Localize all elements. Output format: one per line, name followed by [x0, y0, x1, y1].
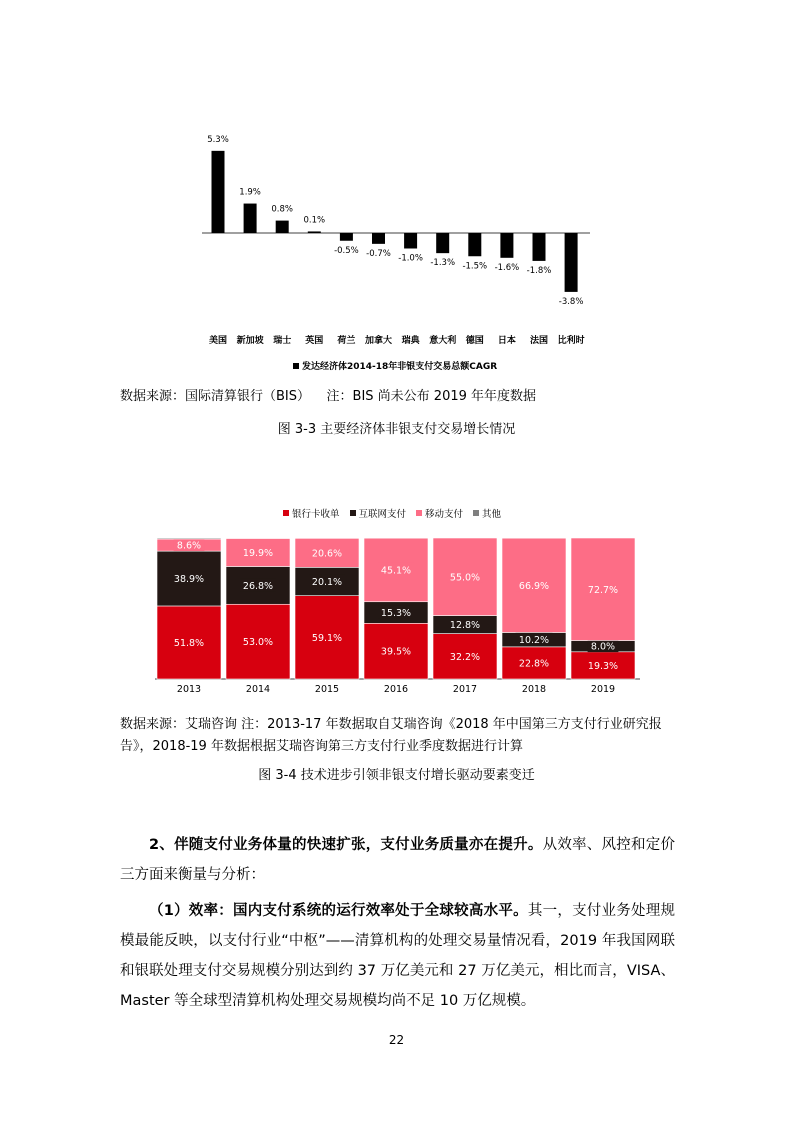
- data-label: 1.9%: [239, 187, 261, 198]
- category-label: 新加坡: [236, 336, 264, 346]
- data-label: -1.3%: [430, 258, 456, 269]
- legend-swatch: [293, 363, 299, 369]
- data-label: -1.6%: [494, 262, 520, 273]
- chart-cagr: [0, 0, 793, 380]
- category-label: 2015: [314, 684, 340, 695]
- data-label: 53.0%: [242, 637, 274, 649]
- data-label: 19.9%: [242, 547, 274, 559]
- bar: [565, 233, 578, 292]
- chart-drivers: [0, 520, 793, 700]
- data-label: 51.8%: [173, 637, 205, 649]
- data-label: -1.0%: [398, 253, 423, 264]
- legend-item-other: [473, 506, 501, 520]
- data-label: -0.5%: [334, 245, 359, 256]
- paragraph-quality: [120, 830, 675, 890]
- data-label: 32.2%: [449, 651, 481, 663]
- paragraph-text: 从效率、风控和定价三方面来衡量与分析：: [120, 837, 675, 883]
- chart-drivers-source: 数据来源：艾瑞咨询 注：2013-17 年数据取自艾瑞咨询《2018 年中国第三方支付行业研究报告》，2018-19 年数据根据艾瑞咨询第三方支付行业季度数据进行计算: [120, 717, 662, 754]
- figure-3-4-caption: 图 3-4 技术进步引领非银支付增长驱动要素变迁: [258, 768, 535, 783]
- data-label: -0.7%: [366, 248, 391, 259]
- data-label: 45.1%: [380, 565, 412, 577]
- legend-label: 互联网支付: [358, 509, 407, 520]
- legend-label: 发达经济体2014-18年非银支付交易总额CAGR: [302, 362, 498, 372]
- category-label: 瑞士: [273, 336, 292, 346]
- category-label: 荷兰: [337, 336, 356, 346]
- legend-label: 移动支付: [425, 509, 464, 520]
- legend-item-mobile: [416, 506, 463, 520]
- category-label: 日本: [497, 336, 516, 346]
- figure-3-3-caption: 图 3-3 主要经济体非银支付交易增长情况: [277, 422, 516, 437]
- data-label: 39.5%: [380, 646, 412, 658]
- page-number: 22: [388, 1033, 405, 1047]
- paragraph-text: 其一，支付业务处理规模最能反映，以支付行业“中枢”——清算机构的处理交易量情况看，2019 年我国网联和银联处理支付交易规模分别达到约 37 万亿美元和 27 万亿美元，相比而言，VISA、Master 等全球型清算机构处理交易规模均尚不足 10 万亿规模。: [120, 903, 676, 1009]
- chart-drivers-legend: [283, 506, 501, 520]
- paragraph-heading: 2、伴随支付业务体量的快速扩张，支付业务质量亦在提升。: [149, 837, 543, 853]
- data-label: 66.9%: [518, 580, 550, 592]
- bar: [340, 233, 353, 241]
- data-label: 0.1%: [303, 215, 326, 226]
- bar: [404, 233, 417, 249]
- data-label: -1.5%: [462, 261, 488, 272]
- legend-swatch: [473, 510, 479, 516]
- paragraph-efficiency: [120, 896, 675, 1016]
- category-label: 比利时: [557, 336, 585, 346]
- category-label: 2014: [245, 684, 271, 695]
- data-label: 22.8%: [518, 658, 550, 670]
- bar: [436, 233, 449, 253]
- category-label: 2013: [176, 684, 202, 695]
- category-label: 德国: [465, 336, 484, 346]
- data-label: -1.8%: [526, 265, 552, 276]
- category-label: 2019: [590, 684, 616, 695]
- bar: [468, 233, 481, 256]
- legend-swatch: [283, 510, 289, 516]
- legend-label: 其他: [482, 509, 502, 520]
- chart-cagr-source: 数据来源：国际清算银行（BIS） 注：BIS 尚未公布 2019 年年度数据: [120, 389, 537, 404]
- data-label: 8.6%: [176, 540, 202, 552]
- legend-item-bankcard: [283, 506, 340, 520]
- data-label: 10.2%: [518, 635, 550, 647]
- data-label: 59.1%: [311, 632, 343, 644]
- category-label: 加拿大: [364, 336, 393, 346]
- data-label: 5.3%: [207, 134, 229, 145]
- bar-segment: [157, 538, 221, 539]
- category-label: 2017: [452, 684, 478, 695]
- bar: [500, 233, 513, 258]
- data-label: 15.3%: [380, 608, 412, 620]
- category-label: 英国: [305, 336, 324, 346]
- bar: [533, 233, 546, 261]
- category-label: 2018: [521, 684, 547, 695]
- paragraph-heading: （1）效率：国内支付系统的运行效率处于全球较高水平。: [149, 903, 528, 919]
- category-label: 瑞典: [401, 336, 420, 346]
- data-label: 55.0%: [449, 572, 481, 584]
- data-label: 20.1%: [311, 576, 343, 588]
- data-label: 20.6%: [311, 548, 343, 560]
- data-label: 12.8%: [449, 620, 481, 632]
- legend-swatch: [416, 510, 422, 516]
- category-label: 法国: [529, 336, 549, 346]
- bar: [276, 221, 289, 233]
- data-label: 19.3%: [587, 660, 619, 672]
- data-label: 0.8%: [271, 204, 294, 215]
- category-label: 意大利: [429, 336, 457, 346]
- legend-label: 银行卡收单: [292, 509, 340, 520]
- legend-item-internet: [350, 506, 407, 520]
- legend-swatch: [350, 510, 356, 516]
- data-label: 8.0%: [590, 641, 616, 653]
- data-label: 38.9%: [173, 574, 205, 586]
- bar: [372, 233, 385, 244]
- category-label: 2016: [383, 684, 409, 695]
- bar: [244, 204, 257, 233]
- bar: [212, 151, 225, 233]
- category-label: 美国: [208, 336, 228, 346]
- chart-cagr-legend: [293, 359, 497, 372]
- data-label: 72.7%: [587, 584, 619, 596]
- data-label: 26.8%: [242, 580, 274, 592]
- bar: [308, 231, 321, 233]
- data-label: -3.8%: [558, 296, 584, 307]
